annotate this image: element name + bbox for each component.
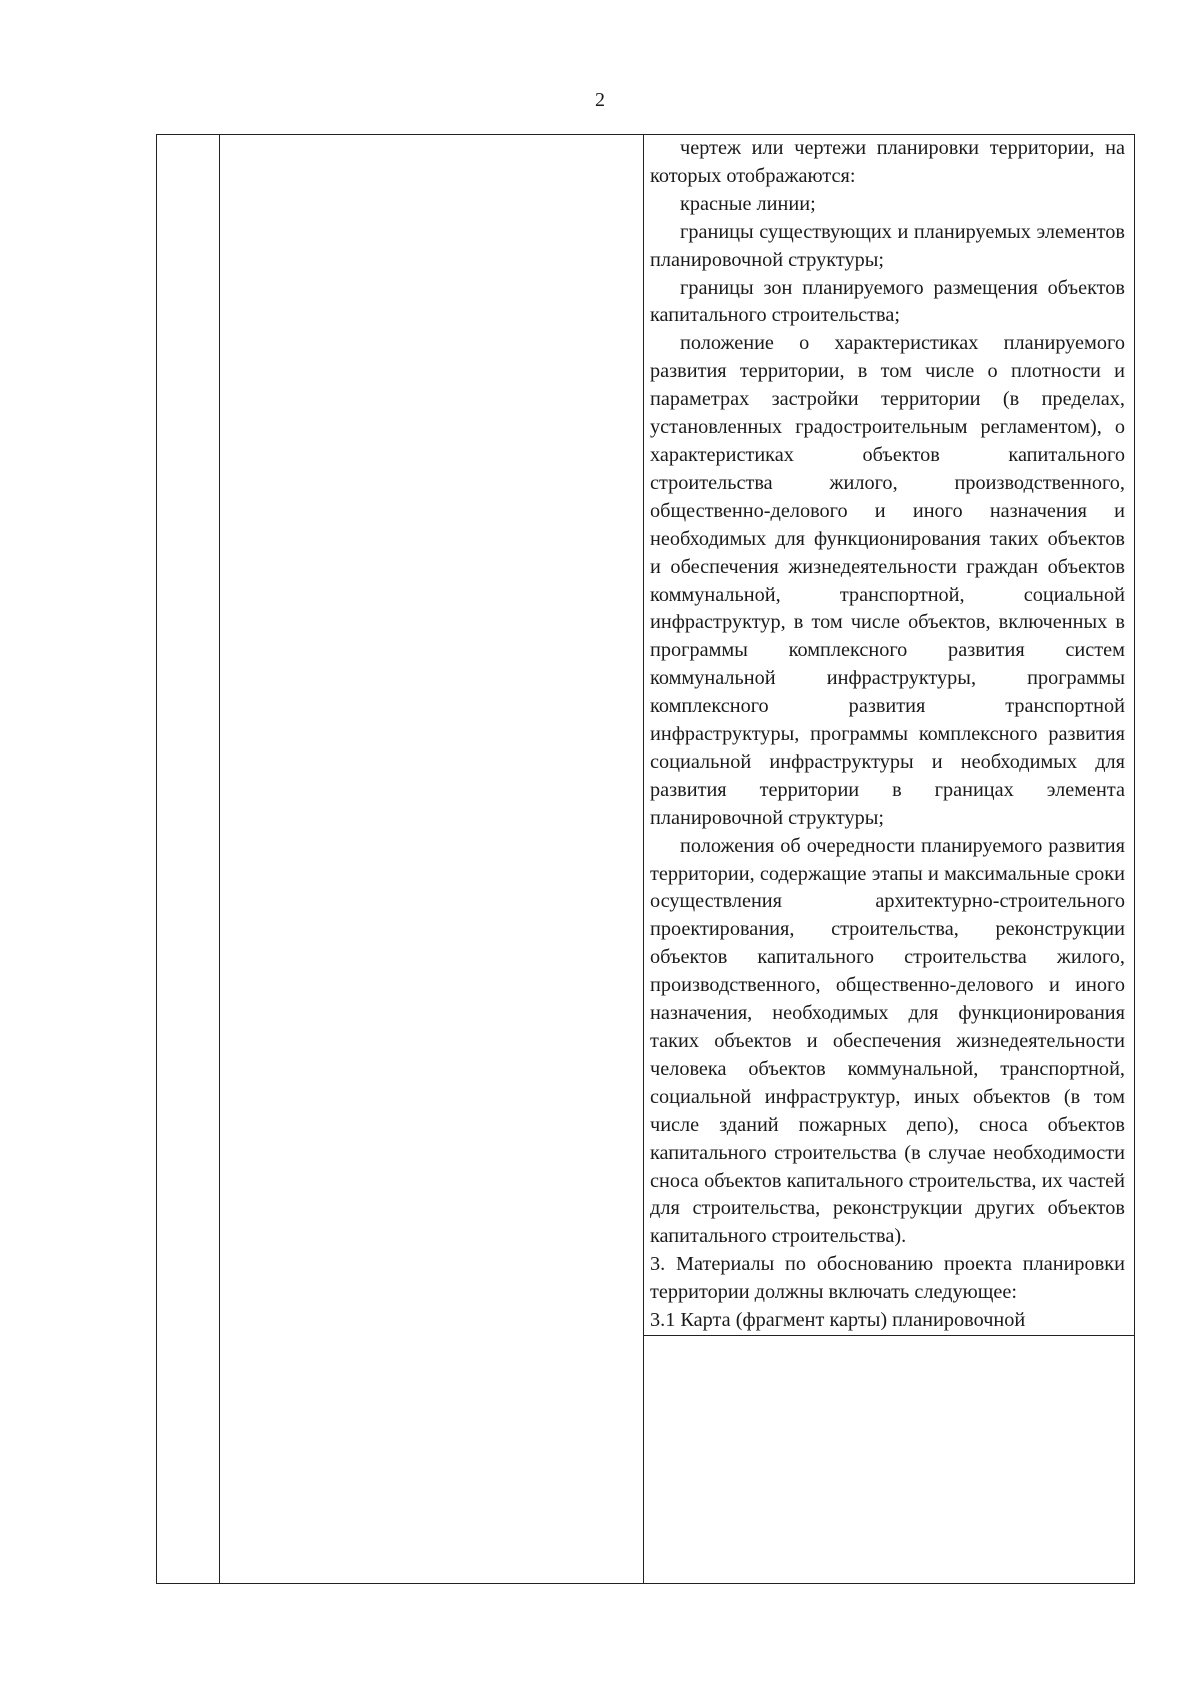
- paragraph-drawings: чертеж или чертежи планировки территории, на которых отображаются:: [650, 137, 1125, 187]
- table-cell-name: [220, 135, 644, 1584]
- table-cell-number: [157, 135, 220, 1584]
- paragraph-zone-borders: границы зон планируемого размещения объектов капитального строительства;: [650, 276, 1125, 327]
- table-row: [157, 135, 1135, 1584]
- paragraph-red-lines: красные линии;: [680, 192, 816, 215]
- paragraph-structure-borders: границы существующих и планируемых элементов планировочной структуры;: [650, 220, 1125, 271]
- last-line-wrapper: [644, 1307, 1134, 1336]
- paragraph-section-3-1: 3.1 Карта (фрагмент карты) планировочной: [650, 1309, 1026, 1332]
- table-cell-content: [644, 135, 1135, 1584]
- paragraph-sequence: положения об очередности планируемого развития территории, содержащие этапы и максимальные сроки осуществления архитектурно-строительного проектирования, строительства, реконструкции объектов капитального строительства жилого, производственного, общественно-делового и иного назначения, необходимых для функционирования таких объектов и обеспечения жизнедеятельности человека объектов коммунальной, транспортной, социальной инфраструктур, иных объектов (в том числе зданий пожарных депо), сноса объектов капитального строительства (в случае необходимости сноса объектов капитального строительства, их частей для строительства, реконструкции других объектов капитального строительства).: [650, 834, 1125, 1248]
- page-number: 2: [595, 89, 605, 111]
- cell-content: [644, 135, 1134, 1336]
- document-table: [156, 134, 1135, 1584]
- paragraph-section-3: 3. Материалы по обоснованию проекта планировки территории должны включать следующее:: [650, 1253, 1125, 1304]
- paragraph-characteristics: положение о характеристиках планируемого развития территории, в том числе о плотности и параметрах застройки территории (в пределах, установленных градостроительным регламентом), о характеристиках объектов капитального строительства жилого, производственного, общественно-делового и иного назначения и необходимых для функционирования таких объектов и обеспечения жизнедеятельности граждан объектов коммунальной, транспортной, социальной инфраструктур, в том числе объектов, включенных в программы комплексного развития систем коммунальной инфраструктуры, программы комплексного развития транспортной инфраструктуры, программы комплексного развития социальной инфраструктуры и необходимых для развития территории в границах элемента планировочной структуры;: [650, 332, 1125, 829]
